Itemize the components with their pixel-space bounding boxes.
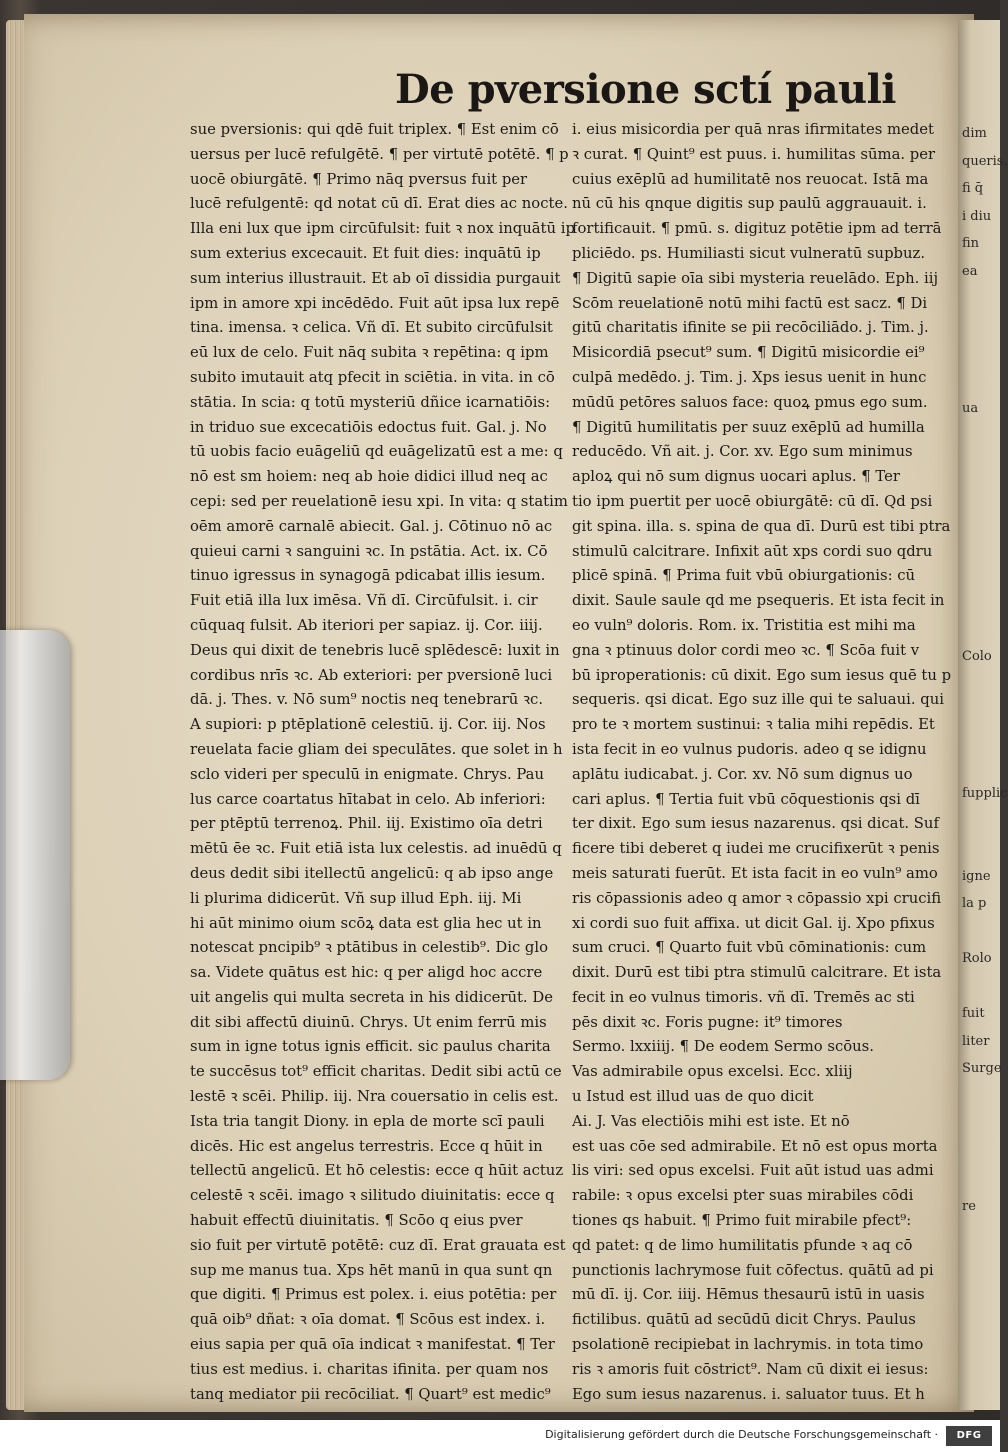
margin-word — [962, 1083, 1002, 1111]
text-line: gitū charitatis ifinite se pii recōciliādo. j. Tim. j. — [572, 319, 929, 337]
text-line: nū cū his qnque digitis sup paulū aggrauauit. i. — [572, 195, 927, 213]
footer-bar — [0, 1420, 1000, 1452]
text-line: nō est sm hoiem: neq ab hoie didici illud neq ac — [190, 468, 548, 486]
text-line: ter dixit. Ego sum iesus nazarenus. qsi dicat. Suf — [572, 815, 939, 833]
margin-word: igne — [962, 868, 991, 884]
text-line: sum in igne totus ignis efficit. sic paulus charita — [190, 1038, 551, 1056]
margin-word: Rolo — [962, 951, 992, 966]
text-line: Ai. J. Vas electiōis mihi est iste. Et nō — [572, 1112, 850, 1130]
text-line: xi cordi suo fuit affixa. ut dicit Gal. ij. Xpo pfixus — [572, 914, 935, 932]
text-line: ¶ Digitū humilitatis per suuz exēplū ad humilla — [572, 418, 925, 436]
text-line: ris cōpassionis adeo q amor ꝛ cōpassio xpi crucifi — [572, 889, 942, 907]
margin-word — [962, 725, 1002, 753]
text-line: li plurima didicerūt. Vñ sup illud Eph. iij. Mi — [190, 889, 522, 907]
margin-word — [962, 1165, 1002, 1193]
text-line: mētū ēe ꝛc. Fuit etiā ista lux celestis. ad inuēdū q — [190, 840, 562, 858]
margin-word: fupplic — [962, 786, 1008, 801]
text-line: que digiti. ¶ Primus est polex. i. eius potētia: per — [190, 1286, 557, 1304]
margin-word — [962, 973, 1002, 1001]
margin-word — [962, 918, 1002, 946]
text-line: punctionis lachrymose fuit cōfectus. quātū ad pi — [572, 1261, 934, 1279]
text-line: te succēsus tot⁹ efficit charitas. Dedit sibi actū ce — [190, 1063, 562, 1081]
margin-word — [962, 1110, 1002, 1138]
text-line: oēm amorē carnalē abiecit. Gal. j. Cōtinuo nō ac — [190, 517, 553, 535]
text-line: Vas admirabile opus excelsi. Ecc. xliij — [572, 1063, 853, 1081]
facing-page-edge — [958, 20, 1008, 1410]
text-line: cepi: sed per reuelationē iesu xpi. In vita: q statim — [190, 492, 568, 510]
margin-word — [962, 698, 1002, 726]
text-line: u Istud est illud uas de quo dicit — [572, 1088, 814, 1106]
text-line: aploꝝ qui nō sum dignus uocari aplus. ¶ Ter — [572, 468, 900, 486]
text-line: stātia. In scia: q totū mysteriū dñice icarnatiōis: — [190, 393, 551, 411]
text-line: sequeris. qsi dicat. Ego suz ille qui te saluaui. qui — [572, 691, 944, 709]
text-line: dixit. Saule saule qd me psequeris. Et ista fecit in — [572, 592, 945, 610]
text-line: sio fuit per virtutē potētē: cuz dī. Erat grauata est — [190, 1236, 566, 1254]
text-line: i. eius misicordia per quā nras ifirmitates medet — [572, 121, 934, 138]
text-line: uersus per lucē refulgētē. ¶ per virtutē potētē. ¶ p — [190, 145, 569, 163]
text-line: ¶ Digitū sapie oīa sibi mysteria reuelādo. Eph. iij — [572, 269, 939, 287]
text-line: dicēs. Hic est angelus terrestris. Ecce q hūit in — [190, 1137, 543, 1155]
text-line: Misicordiā psecut⁹ sum. ¶ Digitū misicordie ei⁹ — [572, 344, 925, 362]
text-line: fortificauit. ¶ pmū. s. digituz potētie ipm ad terrā — [572, 220, 942, 238]
text-line: deus dedit sibi itellectū angelicū: q ab ipso ange — [190, 864, 554, 882]
text-line: notescat pncipib⁹ ꝛ ptātibus in celestib⁹. Dic glo — [190, 939, 549, 957]
margin-word: Colo — [962, 648, 992, 664]
text-line: pliciēdo. ps. Humiliasti sicut vulneratū supbuz. — [572, 244, 926, 262]
text-line: subito imutauit atq pfecit in sciētia. in vita. in cō — [190, 368, 555, 386]
margin-word: dim — [962, 126, 987, 141]
text-line: lis viri: sed opus excelsi. Fuit aūt istud uas admi — [572, 1162, 934, 1180]
text-line: celestē ꝛ scēi. imago ꝛ silitudo diuinitatis: ecce q — [190, 1187, 555, 1205]
text-line: plicē spinā. ¶ Prima fuit vbū obiurgationis: cū — [572, 567, 916, 585]
text-line: Scōm reuelationē notū mihi factū est sacz. ¶ Di — [572, 294, 928, 312]
text-line: in triduo sue excecatiōis edoctus fuit. Gal. j. No — [190, 418, 547, 436]
text-line: Deus qui dixit de tenebris lucē splēdescē: luxit in — [190, 641, 560, 659]
margin-word — [962, 450, 1002, 478]
margin-word: i diu — [962, 208, 992, 224]
text-line: sue pversionis: qui qdē fuit triplex. ¶ Est enim cō — [190, 121, 559, 138]
margin-word — [962, 670, 1002, 698]
page-clip — [0, 630, 70, 1080]
text-line: Fuit etiā illa lux imēsa. Vñ dī. Circūfulsit. i. cir — [190, 592, 538, 610]
text-line: cari aplus. ¶ Tertia fuit vbū cōquestionis qsi dī — [572, 790, 920, 808]
text-line: Illa eni lux que ipm circūfulsit: fuit ꝛ nox inquātū ip — [190, 220, 575, 238]
text-line: Ego sum iesus nazarenus. i. saluator tuus. Et h — [572, 1385, 925, 1403]
margin-word — [962, 835, 1002, 863]
text-line: aplātu iudicabat. j. Cor. xv. Nō sum dignus uo — [572, 765, 913, 783]
text-line: dit sibi affectū diuinū. Chrys. Ut enim ferrū mis — [190, 1013, 547, 1031]
right-text-column — [572, 118, 954, 1407]
text-line: ficere tibi deberet q iudei me crucifixerūt ꝛ penis — [572, 840, 940, 858]
text-line: tiones qs habuit. ¶ Primo fuit mirabile pfect⁹: — [572, 1212, 912, 1230]
text-line: gna ꝛ ptinuus dolor cordi meo ꝛc. ¶ Scōa fuit v — [572, 641, 920, 659]
text-line: tanq mediator pii recōciliat. ¶ Quart⁹ est medic⁹ — [190, 1385, 551, 1403]
text-line: ista fecit in eo vulnus pudoris. adeo q se idignu — [572, 740, 927, 758]
text-line: ipm in amore xpi incēdēdo. Fuit aūt ipsa lux repē — [190, 294, 560, 312]
margin-word: fin — [962, 236, 980, 251]
margin-word — [962, 505, 1002, 533]
text-line: habuit effectū diuinitatis. ¶ Scōo q eius pver — [190, 1212, 523, 1230]
margin-word: ea — [962, 263, 978, 279]
text-line: cordibus nrīs ꝛc. Ab exteriori: per pversionē luci — [190, 666, 553, 684]
text-line: uocē obiurgātē. ¶ Primo nāq pversus fuit per — [190, 170, 528, 188]
text-line: bū iproperationis: cū dixit. Ego sum iesus quē tu p — [572, 666, 952, 684]
margin-word: Surge — [962, 1061, 1002, 1076]
text-line: sa. Videte quātus est hic: q per aligd hoc accre — [190, 964, 543, 982]
margin-word: fi q̄ — [962, 181, 984, 196]
margin-word — [962, 753, 1002, 781]
text-line: est uas cōe sed admirabile. Et nō est opus morta — [572, 1137, 938, 1155]
text-line: tina. imensa. ꝛ celica. Vñ dī. Et subito circūfulsit — [190, 319, 553, 337]
margin-word — [962, 533, 1002, 561]
text-line: quieui carni ꝛ sanguini ꝛc. In pstātia. Act. ix. Cō — [190, 542, 548, 560]
text-line: pro te ꝛ mortem sustinui: ꝛ talia mihi repēdis. Et — [572, 716, 935, 734]
text-line: uit angelis qui multa secreta in his didicerūt. De — [190, 988, 553, 1006]
margin-word — [962, 560, 1002, 588]
text-line: reducēdo. Vñ ait. j. Cor. xv. Ego sum minimus — [572, 443, 913, 461]
text-line: tellectū angelicū. Et hō celestis: ecce q hūit actuz — [190, 1162, 564, 1180]
left-text-column — [190, 118, 575, 1407]
text-line: cuius exēplū ad humilitatē nos reuocat. Istā ma — [572, 170, 929, 188]
text-line: ris ꝛ amoris fuit cōstrict⁹. Nam cū dixit ei iesus: — [572, 1360, 929, 1378]
margin-word: fuit — [962, 1006, 985, 1021]
text-line: meis saturati fuerūt. Et ista facit in eo vuln⁹ amo — [572, 864, 938, 882]
text-line: sclo videri per speculū in enigmate. Chrys. Pau — [190, 765, 545, 783]
text-line: sup me manus tua. Xps hēt manū in qua sunt qn — [190, 1261, 553, 1279]
margin-word — [962, 423, 1002, 451]
margin-word: re — [962, 1198, 976, 1214]
text-line: rabile: ꝛ opus excelsi pter suas mirabiles cōdi — [572, 1187, 914, 1205]
text-line: dā. j. Thes. v. Nō sum⁹ noctis neq tenebrarū ꝛc. — [190, 691, 544, 709]
text-line: reuelata facie gliam dei speculātes. que solet in h — [190, 740, 563, 758]
text-line: eius sapia per quā oīa indicat ꝛ manifestat. ¶ Ter — [190, 1336, 555, 1354]
funding-credit: Digitalisierung gefördert durch die Deutsche Forschungsgemeinschaft · — [545, 1428, 938, 1441]
text-line: culpā medēdo. j. Tim. j. Xps iesus uenit in hunc — [572, 368, 927, 386]
text-line: fictilibus. quātū ad secūdū dicit Chrys. Paulus — [572, 1311, 916, 1329]
margin-word — [962, 313, 1002, 341]
text-line: qd patet: q de limo humilitatis pfunde ꝛ aq cō — [572, 1236, 913, 1254]
text-line: lucē refulgentē: qd notat cū dī. Erat dies ac nocte. — [190, 195, 568, 213]
text-line: pēs dixit ꝛc. Foris pugne: it⁹ timores — [572, 1013, 843, 1031]
margin-word — [962, 368, 1002, 396]
text-line: sum cruci. ¶ Quarto fuit vbū cōminationis: cum — [572, 939, 927, 957]
text-line: hi aūt minimo oium scōꝝ data est glia hec ut in — [190, 914, 542, 932]
margin-word — [962, 285, 1002, 313]
text-line: tū uobis facio euāgeliū qd euāgelizatū est a me: q — [190, 443, 563, 461]
margin-word: la p — [962, 896, 987, 911]
running-head: De pversione sctí pauli — [395, 66, 896, 113]
margin-word: queris. — [962, 153, 1008, 169]
text-line: per ptēptū terrenoꝝ. Phil. iij. Existimo oīa detri — [190, 815, 543, 833]
text-line: sum exterius excecauit. Et fuit dies: inquātū ip — [190, 244, 541, 262]
margin-word — [962, 478, 1002, 506]
text-line: A supiori: p ptēplationē celestiū. ij. Cor. iij. Nos — [190, 716, 546, 734]
text-line: Sermo. lxxiiij. ¶ De eodem Sermo scōus. — [572, 1038, 874, 1056]
text-line: mū dī. ij. Cor. iiij. Hēmus thesaurū istū in uasis — [572, 1286, 925, 1304]
text-line: tius est medius. i. charitas ifinita. per quam nos — [190, 1360, 549, 1378]
text-line: psolationē recipiebat in lachrymis. in tota timo — [572, 1336, 924, 1354]
text-line: Ista tria tangit Diony. in epla de morte scī pauli — [190, 1112, 545, 1130]
margin-word — [962, 340, 1002, 368]
text-line: git spina. illa. s. spina de qua dī. Durū est tibi ptra — [572, 517, 951, 535]
text-line: dixit. Durū est tibi ptra stimulū calcitrare. Et ista — [572, 964, 942, 982]
dfg-logo: DFG — [946, 1426, 992, 1446]
facing-page-text — [962, 120, 1008, 1220]
text-line: mūdū petōres saluos face: quoꝝ pmus ego sum. — [572, 393, 928, 411]
text-line: tinuo igressus in synagogā pdicabat illis iesum. — [190, 567, 546, 585]
margin-word: liter — [962, 1033, 990, 1049]
text-line: stimulū calcitrare. Infixit aūt xps cordi suo qdru — [572, 542, 933, 560]
margin-word — [962, 1138, 1002, 1166]
text-line: tio ipm puertit per uocē obiurgātē: cū dī. Qd psi — [572, 492, 933, 510]
text-line: cūquaq fulsit. Ab iteriori per sapiaz. ij. Cor. iiij. — [190, 616, 543, 634]
text-line: eū lux de celo. Fuit nāq subita ꝛ repētina: q ipm — [190, 344, 549, 362]
text-line: fecit in eo vulnus timoris. vñ dī. Tremēs ac sti — [572, 988, 915, 1006]
margin-word — [962, 615, 1002, 643]
text-line: ꝛ curat. ¶ Quint⁹ est puus. i. humilitas sūma. per — [572, 145, 936, 163]
text-line: lus carce coartatus hītabat in celo. Ab inferiori: — [190, 790, 546, 808]
text-line: lestē ꝛ scēi. Philip. iij. Nra couersatio in celis est. — [190, 1088, 559, 1106]
margin-word — [962, 588, 1002, 616]
text-line: sum interius illustrauit. Et ab oī dissidia purgauit — [190, 269, 561, 287]
text-line: eo vuln⁹ doloris. Rom. ix. Tristitia est mihi ma — [572, 616, 916, 634]
text-line: quā oib⁹ dñat: ꝛ oīa domat. ¶ Scōus est index. i. — [190, 1311, 546, 1329]
margin-word: ua — [962, 401, 979, 416]
margin-word — [962, 808, 1002, 836]
